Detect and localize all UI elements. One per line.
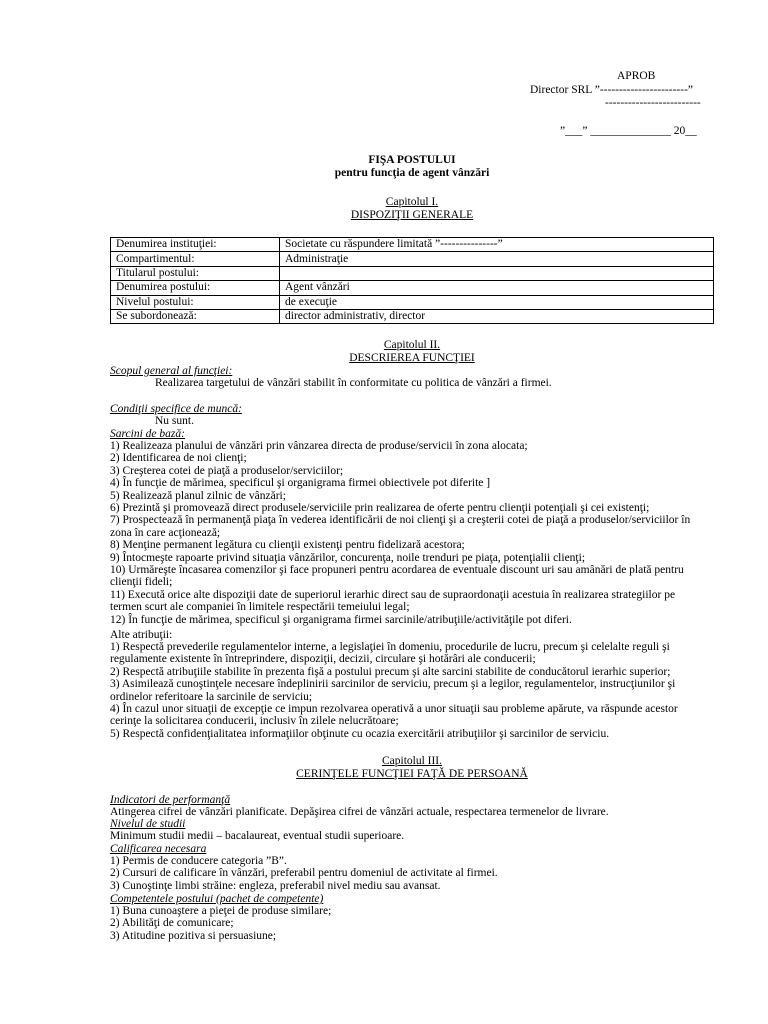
list-item-line: 3) Creşterea cotei de piaţă a produselor/serviciilor; xyxy=(110,464,344,477)
list-item-line: 5) Respectă confidenţialitatea informaţiilor obţinute cu ocazia exercitării atribuţiilor şi sarcinilor de serviciu. xyxy=(110,727,610,740)
list-item-line: 2) Identificarea de noi clienţi; xyxy=(110,452,247,465)
list-item-line: termen scurt ale companiei în limitele respectării temeiului legal; xyxy=(110,601,410,614)
list-item-line: 1) Buna cunoaştere a pieţei de produse similare; xyxy=(110,905,332,917)
list-item-line: 6) Prezintă şi promovează direct produsele/serviciile prin realizarea de oferte pentru clienţii potenţiali şi cei existenţi; xyxy=(110,502,650,515)
approval-date-line: ”___” ______________ 20__ xyxy=(560,125,697,137)
list-item-line: 5) Realizează planul zilnic de vânzări; xyxy=(110,489,286,502)
list-item-line: 4) În funcţie de mărimea, specificul şi organigrama firmei obiectivele pot diferite ] xyxy=(110,477,491,490)
list-item xyxy=(110,930,720,942)
list-item-line: 12) În funcţie de mărimea, specificul şi organigrama firmei sarcinile/atribuţiile/activităţile pot diferi. xyxy=(110,613,572,626)
table-cell-label: Denumirea instituţiei: xyxy=(111,238,280,252)
list-item xyxy=(110,539,720,551)
scope-heading: Scopul general al funcţiei: xyxy=(110,365,233,377)
list-item xyxy=(110,465,720,477)
competences-list xyxy=(110,905,720,942)
list-item-line: 2) Abilităţi de comunicare; xyxy=(110,917,234,930)
general-info-table xyxy=(110,237,714,324)
approval-director-line: Director SRL ”-----------------------” xyxy=(530,84,694,96)
list-item xyxy=(110,917,720,929)
tasks-list xyxy=(110,440,720,626)
list-item-line: 11) Execută orice alte dispoziţii date de superiorul ierarhic direct sau de supraordonaţii acestuia în realizarea strategiilor pe xyxy=(110,588,676,601)
table-cell-value: director administrativ, director xyxy=(280,309,714,323)
table-cell-value: Agent vânzări xyxy=(280,281,714,295)
list-item-line: 8) Menţine permanent legătura cu clienţii existenţi pentru fidelizară acestora; xyxy=(110,539,465,552)
list-item xyxy=(110,641,720,666)
list-item xyxy=(110,855,720,867)
document-subtitle: pentru funcţia de agent vânzări xyxy=(334,167,490,179)
table-row xyxy=(111,238,714,252)
list-item xyxy=(110,589,720,614)
table-row xyxy=(111,309,714,323)
list-item xyxy=(110,440,720,452)
list-item xyxy=(110,666,720,678)
competences-heading: Competentele postului (pachet de competente) xyxy=(110,893,324,905)
table-cell-value: Administraţie xyxy=(280,252,714,266)
performance-text: Atingerea cifrei de vânzări planificate. Depăşirea cifrei de vânzări actuale, respectarea termenelor de livrare. xyxy=(110,806,609,818)
list-item-line: clienţii fideli; xyxy=(110,576,173,589)
tasks-heading: Sarcini de bază: xyxy=(110,428,185,440)
table-row xyxy=(111,266,714,280)
list-item xyxy=(110,552,720,564)
list-item xyxy=(110,905,720,917)
list-item-line: regulamente existente în întreprindere, dispoziţii, decizii, circulare şi hotărâri ale conducerii; xyxy=(110,653,536,666)
list-item-line: 10) Urmăreşte încasarea comenzilor şi face propuneri pentru acordarea de eventuale discount uri sau amânări de plată pentru xyxy=(110,564,684,577)
table-row xyxy=(111,281,714,295)
list-item xyxy=(110,880,720,892)
table-cell-label: Se subordonează: xyxy=(111,309,280,323)
qualification-heading: Calificarea necesara xyxy=(110,843,207,855)
other-duties-list xyxy=(110,641,720,740)
qualification-list xyxy=(110,855,720,892)
list-item-line: zona în care acţionează; xyxy=(110,526,221,539)
table-cell-value: de execuţie xyxy=(280,295,714,309)
study-heading: Nivelul de studii xyxy=(110,818,186,830)
list-item-line: ordinelor referitoare la sarcinile de serviciu; xyxy=(110,690,313,703)
list-item-line: 7) Prospectează în permanenţă piaţa în vederea identificării de noi clienţi şi a creşterii cotei de piaţă a produselor/serviciilor în xyxy=(110,514,691,527)
list-item-line: 2) Cursuri de calificare în vânzări, preferabil pentru domeniul de activitate al firmei. xyxy=(110,867,498,880)
table-cell-label: Compartimentul: xyxy=(111,252,280,266)
scope-text: Realizarea targetului de vânzări stabilit în conformitate cu politica de vânzări a firmei. xyxy=(155,377,552,389)
list-item xyxy=(110,452,720,464)
chapter2-number: Capitolul II. xyxy=(383,339,441,351)
study-text: Minimum studii medii – bacalaureat, eventual studii superioare. xyxy=(110,830,405,842)
approval-label: APROB xyxy=(617,70,656,82)
performance-heading: Indicatori de performanţă xyxy=(110,794,231,806)
table-cell-value xyxy=(280,266,714,280)
conditions-heading: Condiţii specifice de muncă: xyxy=(110,403,242,415)
list-item xyxy=(110,477,720,489)
list-item-line: 1) Realizeaza planului de vânzări prin vânzarea directa de produse/servicii în zona alocata; xyxy=(110,440,528,452)
table-row xyxy=(111,252,714,266)
list-item-line: 9) Întocmeşte rapoarte privind situaţia vânzărilor, concurenţa, noile trenduri pe piaţa, potenţialii clienţi; xyxy=(110,551,586,564)
list-item-line: 4) În cazul unor situaţii de excepţie ce impun rezolvarea operativă a unor situaţii sau probleme apărute, va răspunde acestor xyxy=(110,703,678,716)
table-cell-value: Societate cu răspundere limitată ”---------------” xyxy=(280,238,714,252)
chapter1-title: DISPOZIŢII GENERALE xyxy=(350,209,474,221)
list-item xyxy=(110,867,720,879)
chapter1-number: Capitolul I. xyxy=(385,196,439,208)
list-item-line: cerinţe la solicitarea conducerii, inclusiv în zilele nelucrătoare; xyxy=(110,715,399,728)
list-item-line: 3) Atitudine pozitiva si persuasiune; xyxy=(110,929,277,942)
list-item xyxy=(110,564,720,589)
other-duties-heading: Alte atribuţii: xyxy=(110,629,173,641)
list-item xyxy=(110,614,720,626)
table-cell-label: Titularul postului: xyxy=(111,266,280,280)
table-cell-label: Nivelul postului: xyxy=(111,295,280,309)
chapter3-number: Capitolul III. xyxy=(381,755,443,767)
chapter2-title: DESCRIEREA FUNCŢIEI xyxy=(349,352,475,364)
document-title: FIŞA POSTULUI xyxy=(368,154,456,166)
conditions-text: Nu sunt. xyxy=(155,415,194,427)
list-item-line: 2) Respectă atribuţiile stabilite în prezenta fişă a postului precum şi alte sarcini stabilite de conducătorul ierarhic superior; xyxy=(110,665,671,678)
table-cell-label: Denumirea postului: xyxy=(111,281,280,295)
list-item-line: 1) Permis de conducere categoria ”B”. xyxy=(110,855,287,867)
approval-dash-line: ------------------------- xyxy=(605,97,701,109)
list-item xyxy=(110,728,720,740)
list-item xyxy=(110,703,720,728)
table-row xyxy=(111,295,714,309)
list-item xyxy=(110,678,720,703)
list-item xyxy=(110,490,720,502)
list-item-line: 3) Asimilează cunoştinţele necesare îndeplinirii sarcinilor de serviciu, precum şi a legilor, regulamentelor, instrucţiunilor şi xyxy=(110,678,676,691)
list-item xyxy=(110,514,720,539)
list-item xyxy=(110,502,720,514)
chapter3-title: CERINŢELE FUNCŢIEI FAŢĂ DE PERSOANĂ xyxy=(296,768,528,780)
list-item-line: 3) Cunoştinţe limbi străine: engleza, preferabil nivel mediu sau avansat. xyxy=(110,879,441,892)
list-item-line: 1) Respectă prevederile regulamentelor interne, a legislaţiei în domeniu, procedurile de lucru, precum şi celelalte reguli şi xyxy=(110,641,670,653)
